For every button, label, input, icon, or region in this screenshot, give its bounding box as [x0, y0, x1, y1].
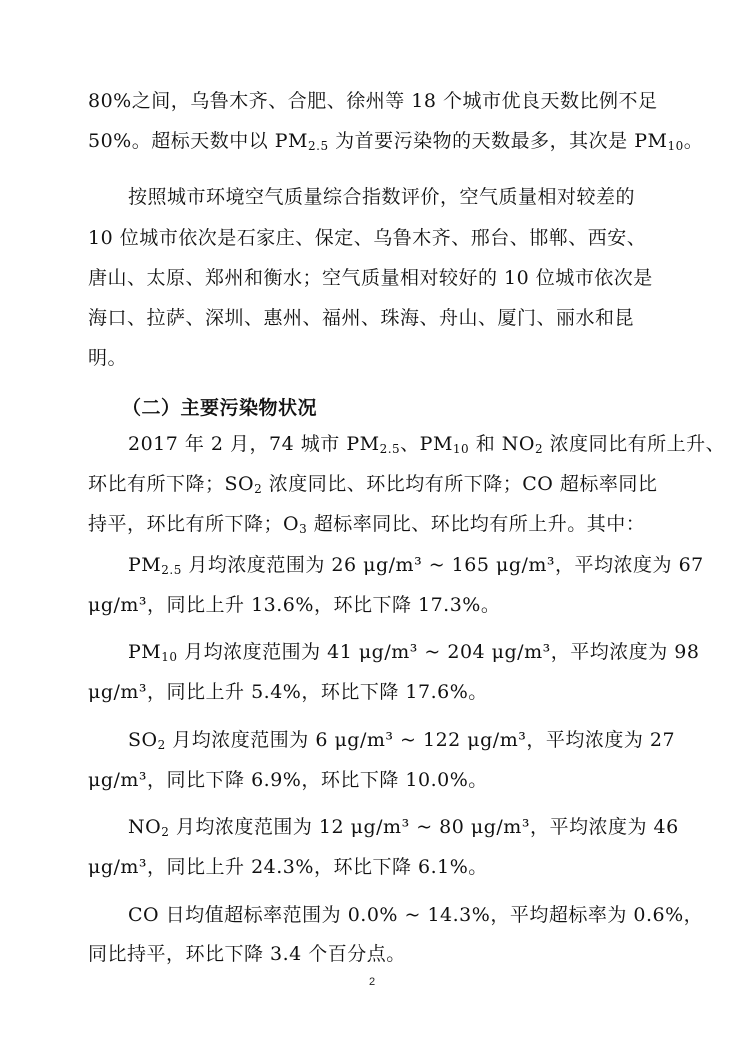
- text: 月均浓度范围为 26 μg/m³ ~ 165 μg/m³，平均浓度为 67: [181, 554, 704, 576]
- text: 同比持平，环比下降 3.4 个百分点。: [88, 943, 406, 965]
- text: 持平，环比有所下降；O: [88, 513, 300, 535]
- text: 2017 年 2 月，74 城市 PM: [128, 433, 380, 455]
- subscript: 2.5: [308, 139, 329, 153]
- text: 唐山、太原、郑州和衡水；空气质量相对较好的 10 位城市依次是: [88, 267, 653, 289]
- text: μg/m³，同比下降 6.9%，环比下降 10.0%。: [88, 769, 488, 791]
- subscript: 10: [667, 139, 684, 153]
- pollutant-label: PM: [128, 554, 162, 576]
- subscript: 3: [299, 522, 308, 536]
- no2-line2: [88, 855, 668, 879]
- subscript: 2: [254, 482, 263, 496]
- paragraph2-line4: [88, 306, 668, 330]
- text: μg/m³，同比上升 13.6%，环比下降 17.3%。: [88, 594, 501, 616]
- paragraph3-line3: [88, 512, 668, 536]
- text: 超标率同比、环比均有所上升。其中：: [307, 513, 646, 535]
- paragraph2-line3: [88, 266, 668, 290]
- subscript: 10: [452, 442, 470, 456]
- text: 为首要污染物的天数最多，其次是 PM: [328, 130, 668, 152]
- co-line2: [88, 942, 668, 966]
- subscript: 10: [161, 650, 178, 664]
- subscript: 2: [161, 825, 170, 839]
- pollutant-label: NO: [128, 816, 162, 838]
- paragraph1-line1: [88, 89, 668, 113]
- text: 环比有所下降；SO: [88, 473, 255, 495]
- text: 、PM: [400, 433, 453, 455]
- paragraph2-line5: [88, 346, 668, 370]
- text: CO 日均值超标率范围为 0.0% ~ 14.3%，平均超标率为 0.6%，: [128, 904, 704, 926]
- paragraph1-line2: [88, 129, 704, 153]
- text: 月均浓度范围为 12 μg/m³ ~ 80 μg/m³，平均浓度为 46: [169, 816, 679, 838]
- text: 浓度同比、环比均有所下降；CO 超标率同比: [262, 473, 658, 495]
- text: 80%之间，乌鲁木齐、合肥、徐州等 18 个城市优良天数比例不足: [88, 90, 658, 112]
- subscript: 2: [157, 738, 166, 752]
- paragraph2-line2: [88, 226, 668, 250]
- text: 浓度同比有所上升、: [543, 433, 726, 455]
- pm25-line1: [128, 553, 704, 577]
- text: 按照城市环境空气质量综合指数评价，空气质量相对较差的: [128, 186, 636, 208]
- text: 月均浓度范围为 41 μg/m³ ~ 204 μg/m³，平均浓度为 98: [177, 641, 700, 663]
- page-number: 2: [368, 976, 376, 988]
- text: 海口、拉萨、深圳、惠州、福州、珠海、舟山、厦门、丽水和昆: [88, 307, 635, 329]
- so2-line1: [128, 728, 676, 752]
- paragraph3-line1: [128, 432, 726, 456]
- pollutant-label: PM: [128, 641, 162, 663]
- subscript: 2.5: [161, 563, 182, 577]
- pm10-line1: [128, 640, 700, 664]
- text: 和 NO: [469, 433, 535, 455]
- subscript: 2.5: [379, 442, 401, 456]
- pm25-line2: [88, 593, 668, 617]
- text: 明。: [88, 347, 128, 369]
- text: μg/m³，同比上升 5.4%，环比下降 17.6%。: [88, 681, 488, 703]
- text: 。: [683, 130, 704, 152]
- text: 50%。超标天数中以 PM: [88, 130, 309, 152]
- paragraph3-line2: [88, 472, 668, 496]
- text: 10 位城市依次是石家庄、保定、乌鲁木齐、邢台、邯郸、西安、: [88, 227, 647, 249]
- so2-line2: [88, 768, 668, 792]
- pollutant-label: SO: [128, 729, 158, 751]
- pm10-line2: [88, 680, 668, 704]
- section-heading: （二）主要污染物状况: [122, 397, 318, 419]
- no2-line1: [128, 815, 679, 839]
- paragraph2-line1: [128, 185, 668, 209]
- text: 月均浓度范围为 6 μg/m³ ~ 122 μg/m³，平均浓度为 27: [165, 729, 676, 751]
- text: μg/m³，同比上升 24.3%，环比下降 6.1%。: [88, 856, 488, 878]
- subscript: 2: [534, 442, 544, 456]
- co-line1: [128, 903, 704, 927]
